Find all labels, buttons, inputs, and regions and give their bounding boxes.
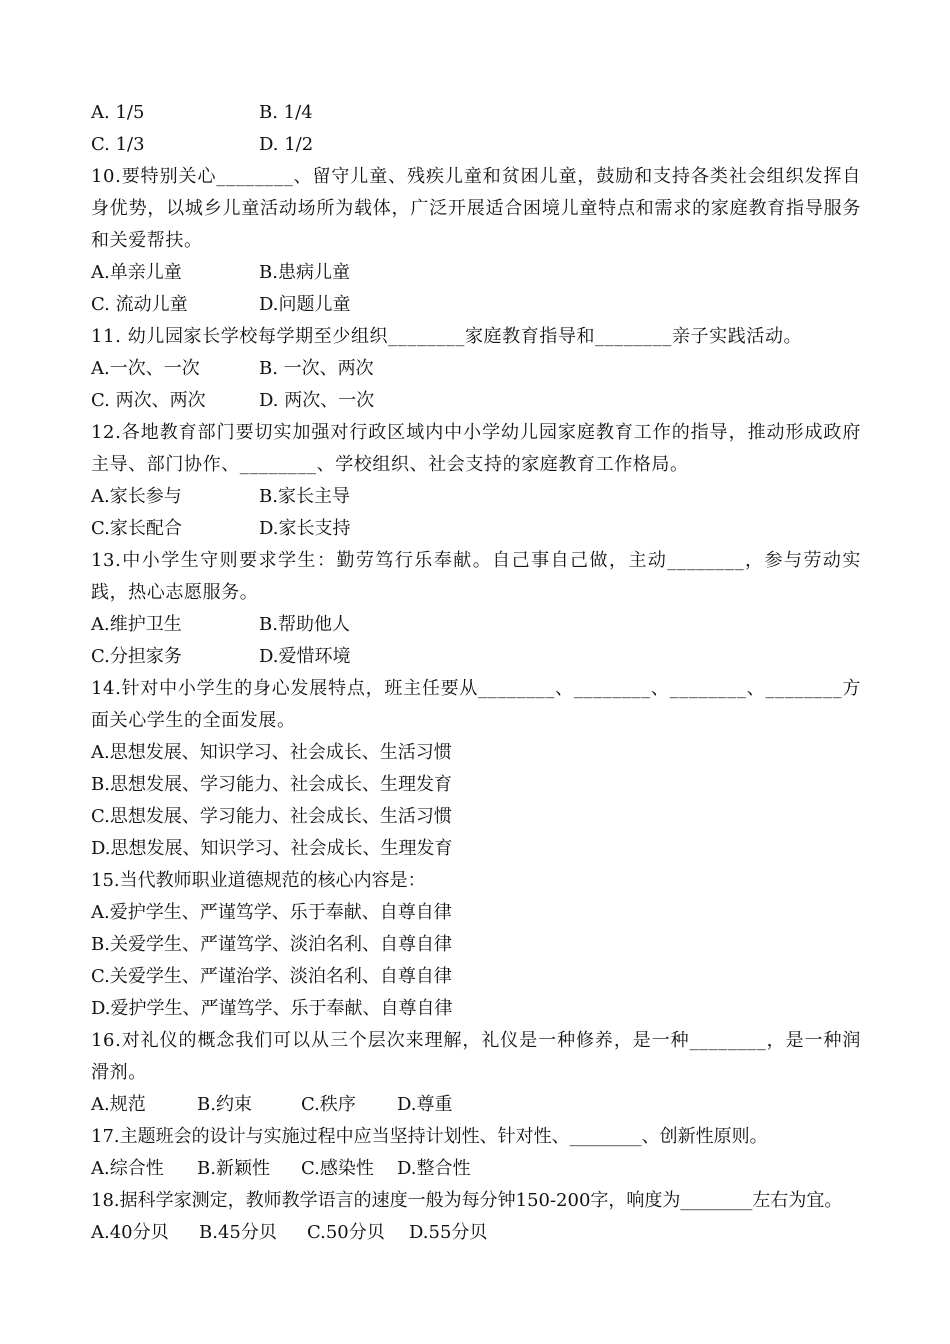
question-12-options-row-2	[91, 513, 861, 545]
q13-option-b: B.帮助他人	[259, 614, 350, 635]
q10-option-a: A.单亲儿童	[91, 262, 182, 283]
q10-option-c: C. 流动儿童	[91, 294, 188, 315]
question-13-options-row-2	[91, 641, 861, 673]
question-11-options-row-1	[91, 353, 861, 385]
question-14-stem: 14.针对中小学生的身心发展特点，班主任要从________、________、________、________方面关心学生的全面发展。	[91, 678, 861, 731]
q13-option-d: D.爱惜环境	[259, 646, 351, 667]
q12-option-d: D.家长支持	[259, 518, 351, 539]
question-12-stem: 12.各地教育部门要切实加强对行政区域内中小学幼儿园家庭教育工作的指导，推动形成政府主导、部门协作、________、学校组织、社会支持的家庭教育工作格局。	[91, 422, 861, 475]
q17-option-c: C.感染性	[301, 1158, 374, 1179]
q15-option-b: B.关爱学生、严谨笃学、淡泊名利、自尊自律	[91, 934, 452, 955]
q18-option-d: D.55分贝	[409, 1222, 488, 1243]
question-16-stem: 16.对礼仪的概念我们可以从三个层次来理解，礼仪是一种修养，是一种________，是一种润滑剂。	[91, 1030, 861, 1083]
question-16-options	[91, 1089, 861, 1121]
q17-option-a: A.综合性	[91, 1158, 164, 1179]
question-10-stem: 10.要特别关心________、留守儿童、残疾儿童和贫困儿童，鼓励和支持各类社会组织发挥自身优势，以城乡儿童活动场所为载体，广泛开展适合困境儿童特点和需求的家庭教育指导服务和关爱帮扶。	[91, 166, 861, 251]
question-15-stem: 15.当代教师职业道德规范的核心内容是：	[91, 870, 426, 891]
q13-option-c: C.分担家务	[91, 646, 182, 667]
question-10-options-row-2	[91, 289, 861, 321]
q18-option-a: A.40分贝	[91, 1222, 169, 1243]
q11-option-a: A.一次、一次	[91, 358, 200, 379]
q14-option-d: D.思想发展、知识学习、社会成长、生理发育	[91, 838, 453, 859]
q11-option-d: D. 两次、一次	[259, 390, 375, 411]
q9-option-b: B. 1/4	[259, 102, 313, 123]
q18-option-c: C.50分贝	[307, 1222, 385, 1243]
q16-option-c: C.秩序	[301, 1094, 356, 1115]
question-10-options-row-1	[91, 257, 861, 289]
question-18-stem: 18.据科学家测定，教师教学语言的速度一般为每分钟150-200字，响度为________左右为宜。	[91, 1190, 843, 1211]
q15-option-d: D.爱护学生、严谨笃学、乐于奉献、自尊自律	[91, 998, 453, 1019]
q9-option-d: D. 1/2	[259, 134, 314, 155]
q16-option-d: D.尊重	[397, 1094, 453, 1115]
question-13-options-row-1	[91, 609, 861, 641]
q14-option-c: C.思想发展、学习能力、社会成长、生活习惯	[91, 806, 452, 827]
q11-option-b: B. 一次、两次	[259, 358, 374, 379]
exam-content	[91, 97, 861, 1249]
question-17-stem: 17.主题班会的设计与实施过程中应当坚持计划性、针对性、________、创新性原则。	[91, 1126, 768, 1147]
question-9-options-row-1	[91, 97, 861, 129]
question-11-options-row-2	[91, 385, 861, 417]
q16-option-b: B.约束	[197, 1094, 252, 1115]
q13-option-a: A.维护卫生	[91, 614, 182, 635]
q9-option-a: A. 1/5	[91, 102, 145, 123]
question-13-stem: 13.中小学生守则要求学生：勤劳笃行乐奉献。自己事自己做，主动________，参与劳动实践，热心志愿服务。	[91, 550, 861, 603]
q9-option-c: C. 1/3	[91, 134, 145, 155]
q12-option-b: B.家长主导	[259, 486, 350, 507]
question-12-options-row-1	[91, 481, 861, 513]
q17-option-d: D.整合性	[397, 1158, 471, 1179]
question-11-stem: 11. 幼儿园家长学校每学期至少组织________家庭教育指导和________亲子实践活动。	[91, 326, 803, 347]
q14-option-b: B.思想发展、学习能力、社会成长、生理发育	[91, 774, 452, 795]
q10-option-d: D.问题儿童	[259, 294, 351, 315]
q11-option-c: C. 两次、两次	[91, 390, 206, 411]
q10-option-b: B.患病儿童	[259, 262, 350, 283]
q17-option-b: B.新颖性	[197, 1158, 270, 1179]
question-9-options-row-2	[91, 129, 861, 161]
q14-option-a: A.思想发展、知识学习、社会成长、生活习惯	[91, 742, 452, 763]
q12-option-c: C.家长配合	[91, 518, 182, 539]
q16-option-a: A.规范	[91, 1094, 146, 1115]
q15-option-c: C.关爱学生、严谨治学、淡泊名利、自尊自律	[91, 966, 452, 987]
q18-option-b: B.45分贝	[199, 1222, 277, 1243]
question-18-options	[91, 1217, 861, 1249]
q15-option-a: A.爱护学生、严谨笃学、乐于奉献、自尊自律	[91, 902, 452, 923]
q12-option-a: A.家长参与	[91, 486, 182, 507]
question-17-options	[91, 1153, 861, 1185]
